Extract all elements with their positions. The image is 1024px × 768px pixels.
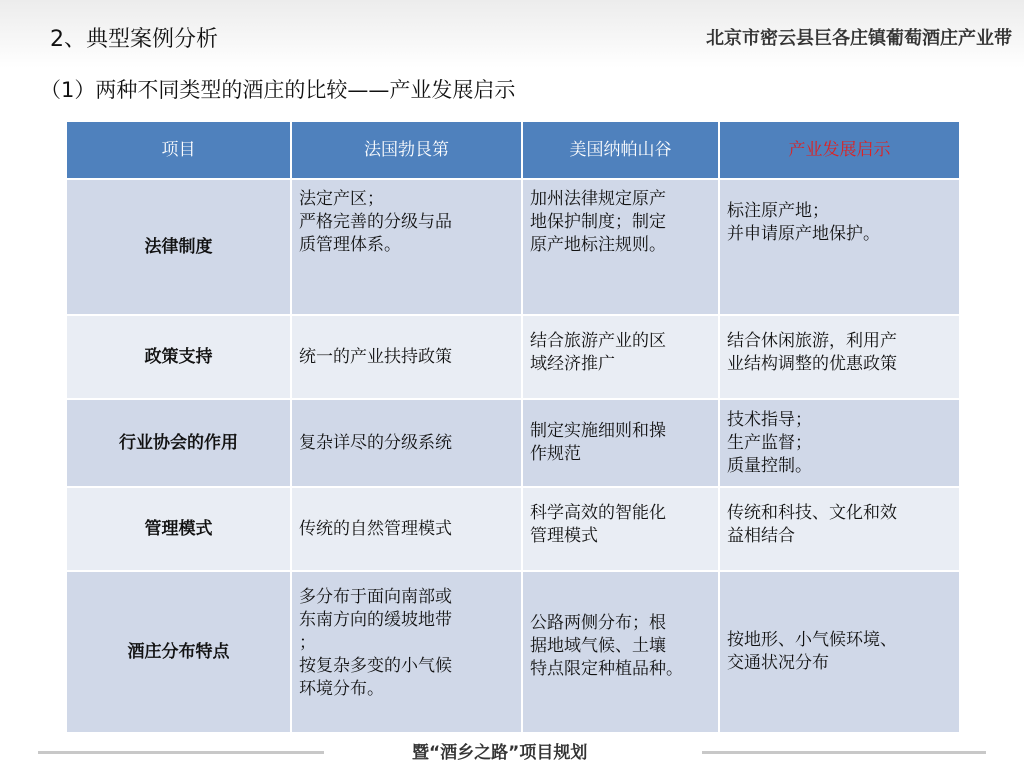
cell-france — [291, 315, 522, 399]
column-header-france: 法国勃艮第 — [291, 121, 522, 179]
cell-text-line: ； — [299, 633, 316, 653]
row-item-label: 管理模式 — [66, 487, 291, 571]
cell-france — [291, 179, 522, 315]
cell-insight — [719, 179, 960, 315]
cell-text-line: 复杂详尽的分级系统 — [299, 432, 452, 453]
cell-text-line: 特点限定种植品种。 — [530, 659, 683, 679]
row-item-label: 政策支持 — [66, 315, 291, 399]
comparison-table — [65, 120, 961, 734]
cell-napa — [522, 179, 719, 315]
cell-insight — [719, 487, 960, 571]
cell-insight — [719, 571, 960, 733]
cell-text-line: 标注原产地； — [727, 201, 829, 221]
cell-text-line: 加州法律规定原产 — [530, 189, 666, 209]
cell-text-line: 东南方向的缓坡地带 — [299, 610, 452, 630]
cell-text-line: 技术指导； — [727, 409, 812, 430]
cell-text-line: 原产地标注规则。 — [530, 235, 666, 255]
cell-text-line: 多分布于面向南部或 — [299, 587, 452, 607]
cell-text-line: 并申请原产地保护。 — [727, 224, 880, 244]
table-header-row — [66, 121, 960, 179]
cell-text-line: 结合旅游产业的区 — [530, 331, 666, 351]
cell-text-line: 公路两侧分布；根 — [530, 613, 666, 633]
row-item-label: 法律制度 — [66, 179, 291, 315]
cell-text-line: 统一的产业扶持政策 — [299, 346, 452, 367]
section-title: 2、典型案例分析 — [50, 27, 218, 52]
cell-text-line: 传统的自然管理模式 — [299, 518, 452, 539]
cell-napa — [522, 571, 719, 733]
cell-text-line: 益相结合 — [727, 526, 795, 546]
cell-text-line: 质量控制。 — [727, 455, 812, 476]
table-row — [66, 571, 960, 733]
footer-title: 暨“酒乡之路”项目规划 — [412, 743, 588, 763]
cell-text-line: 域经济推广 — [530, 354, 615, 374]
cell-text-line: 生产监督； — [727, 432, 812, 453]
cell-insight — [719, 399, 960, 487]
cell-text-line: 按复杂多变的小气候 — [299, 656, 452, 676]
table-row — [66, 487, 960, 571]
project-name: 北京市密云县巨各庄镇葡萄酒庄产业带 — [706, 28, 1012, 49]
column-header-napa: 美国纳帕山谷 — [522, 121, 719, 179]
footer-divider-left — [38, 751, 324, 754]
row-item-label: 行业协会的作用 — [66, 399, 291, 487]
cell-text-line: 按地形、小气候环境、 — [727, 630, 897, 650]
cell-text-line: 传统和科技、文化和效 — [727, 503, 897, 523]
cell-text-line: 地保护制度；制定 — [530, 212, 666, 232]
cell-france — [291, 399, 522, 487]
row-item-label: 酒庄分布特点 — [66, 571, 291, 733]
cell-text-line: 结合休闲旅游，利用产 — [727, 331, 897, 351]
cell-text-line: 交通状况分布 — [727, 653, 829, 673]
cell-france — [291, 487, 522, 571]
cell-text-line: 法定产区； — [299, 189, 384, 209]
column-header-insight: 产业发展启示 — [719, 121, 960, 179]
cell-france — [291, 571, 522, 733]
footer-divider-right — [702, 751, 986, 754]
cell-text-line: 科学高效的智能化 — [530, 503, 666, 523]
cell-text-line: 环境分布。 — [299, 679, 384, 699]
cell-text-line: 制定实施细则和操 — [530, 421, 666, 441]
cell-text-line: 作规范 — [530, 444, 581, 464]
table-row — [66, 179, 960, 315]
slide-subtitle: （1）两种不同类型的酒庄的比较——产业发展启示 — [40, 78, 516, 102]
table-row — [66, 315, 960, 399]
cell-text-line: 管理模式 — [530, 526, 598, 546]
table-row — [66, 399, 960, 487]
cell-text-line: 业结构调整的优惠政策 — [727, 354, 897, 374]
cell-napa — [522, 315, 719, 399]
cell-insight — [719, 315, 960, 399]
cell-text-line: 据地域气候、土壤 — [530, 636, 666, 656]
cell-napa — [522, 487, 719, 571]
cell-text-line: 严格完善的分级与品 — [299, 212, 452, 232]
cell-text-line: 质管理体系。 — [299, 235, 401, 255]
column-header-item: 项目 — [66, 121, 291, 179]
comparison-table-wrapper — [65, 120, 959, 734]
cell-napa — [522, 399, 719, 487]
